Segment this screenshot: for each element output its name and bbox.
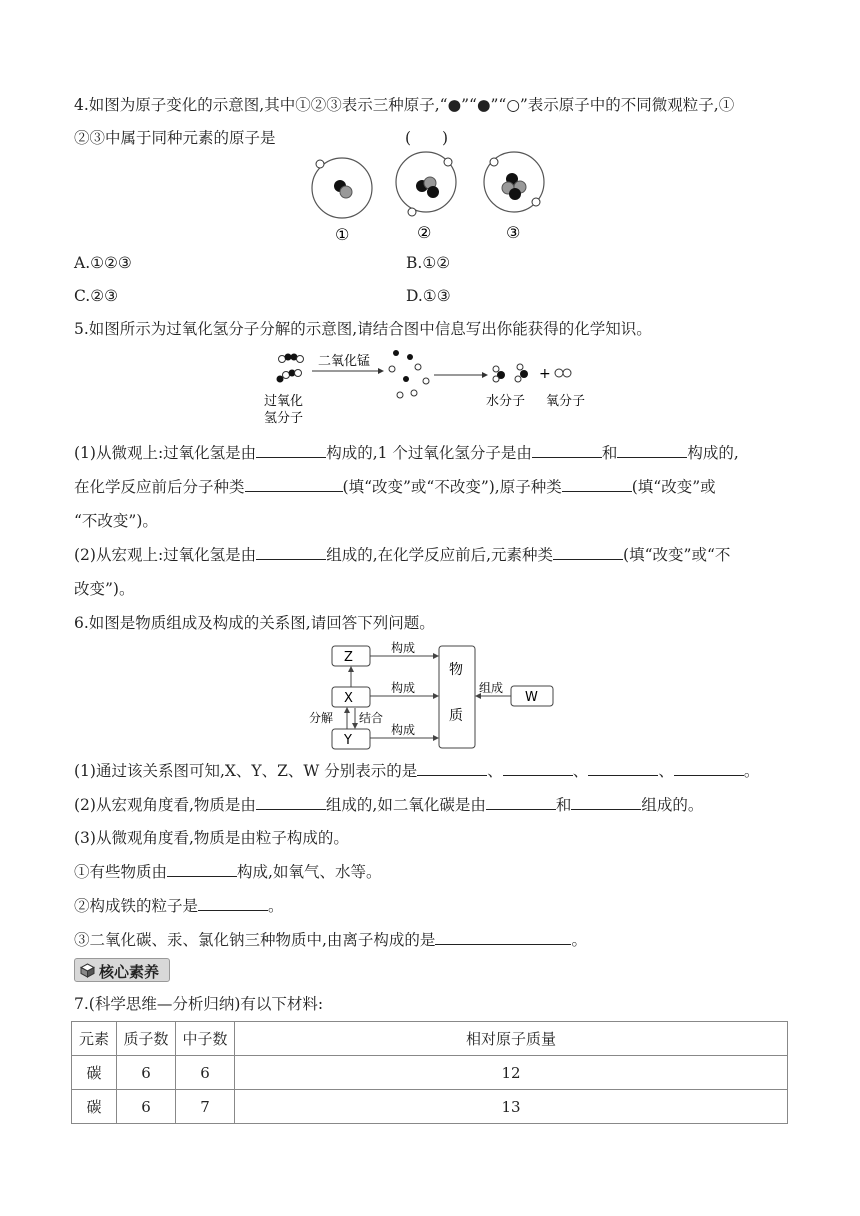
- label-y-compose: 构成: [391, 723, 416, 737]
- table-header: 元素: [72, 1022, 117, 1056]
- q5-part1-line2: 在化学反应前后分子种类 (填“改变”或“不改变”),原子种类 (填“改变”或: [74, 478, 716, 496]
- water-molecules-icon: [493, 364, 528, 382]
- water-label: 水分子: [486, 394, 526, 409]
- label-w-compose: 组成: [479, 681, 504, 695]
- label-combine: 结合: [359, 711, 384, 725]
- table-header-row: [72, 1022, 788, 1056]
- node-substance-2: 质: [449, 708, 463, 724]
- table-cell: 12: [235, 1056, 788, 1090]
- oxygen-molecule-icon: [555, 369, 571, 377]
- q6-stem: 6.如图是物质组成及构成的关系图,请回答下列问题。: [74, 614, 435, 632]
- table-row: [72, 1090, 788, 1124]
- fig-label-3: ③: [506, 223, 521, 242]
- table-row: [72, 1056, 788, 1090]
- label-decompose: 分解: [309, 711, 334, 725]
- reactant-label-2: 氢分子: [264, 411, 304, 425]
- blank[interactable]: [532, 443, 602, 458]
- section-badge: [74, 958, 170, 982]
- q5-part1-line3: “不改变”)。: [74, 512, 158, 530]
- blank[interactable]: [588, 761, 658, 776]
- label-x-compose: 构成: [391, 681, 416, 695]
- node-w: W: [525, 690, 538, 705]
- table-cell: 碳: [72, 1090, 117, 1124]
- table-cell: 6: [117, 1090, 176, 1124]
- q6-sub2: ②构成铁的粒子是 。: [74, 897, 284, 915]
- blank[interactable]: [562, 477, 632, 492]
- blank[interactable]: [571, 795, 641, 810]
- blank[interactable]: [417, 761, 487, 776]
- atom-1-icon: [312, 158, 372, 218]
- q6-part1: (1)通过该关系图可知,X、Y、Z、W 分别表示的是 、 、 、 。: [74, 762, 760, 780]
- q6-sub3: ③二氧化碳、汞、氯化钠三种物质中,由离子构成的是 。: [74, 931, 587, 949]
- blank[interactable]: [674, 761, 744, 776]
- oxygen-label: 氧分子: [546, 394, 586, 409]
- blank[interactable]: [198, 896, 268, 911]
- node-x: X: [344, 691, 353, 706]
- table-cell: 7: [176, 1090, 235, 1124]
- table-cell: 6: [176, 1056, 235, 1090]
- plus-sign: +: [539, 366, 551, 382]
- blank[interactable]: [435, 930, 571, 945]
- blank[interactable]: [486, 795, 556, 810]
- answer-paren: ( ): [405, 129, 449, 147]
- option-d: D.①③: [406, 287, 451, 305]
- blank[interactable]: [167, 862, 237, 877]
- table-cell: 6: [117, 1056, 176, 1090]
- blank[interactable]: [256, 545, 326, 560]
- table-header: 中子数: [176, 1022, 235, 1056]
- q5-part2-line2: 改变”)。: [74, 580, 135, 598]
- section-title: 核心素养: [99, 963, 160, 981]
- substance-relation-diagram: [305, 640, 560, 752]
- decomposition-diagram: [260, 345, 610, 425]
- q5-stem: 5.如图所示为过氧化氢分子分解的示意图,请结合图中信息写出你能获得的化学知识。: [74, 320, 652, 338]
- option-a: A.①②③: [74, 254, 132, 272]
- q5-part2-line1: (2)从宏观上:过氧化氢是由 组成的,在化学反应前后,元素种类 (填“改变”或“不: [74, 546, 731, 564]
- blank[interactable]: [503, 761, 573, 776]
- blank[interactable]: [553, 545, 623, 560]
- table-cell: 13: [235, 1090, 788, 1124]
- option-b: B.①②: [406, 254, 451, 272]
- table-cell: 碳: [72, 1056, 117, 1090]
- h2o2-molecules-icon: [277, 354, 304, 383]
- option-c: C.②③: [74, 287, 119, 305]
- table-header: 相对原子质量: [235, 1022, 788, 1056]
- atoms-scattered-icon: [389, 350, 429, 398]
- node-z: Z: [344, 650, 353, 665]
- q5-part1-line1: (1)从微观上:过氧化氢是由 构成的,1 个过氧化氢分子是由 和 构成的,: [74, 444, 739, 462]
- q4-stem-line2: ②③中属于同种元素的原子是: [74, 129, 276, 147]
- q6-part2: (2)从宏观角度看,物质是由 组成的,如二氧化碳是由 和 组成的。: [74, 796, 704, 814]
- reagent-label: 二氧化锰: [318, 354, 371, 369]
- node-y: Y: [344, 733, 352, 748]
- reactant-label-1: 过氧化: [264, 394, 304, 409]
- isotope-table: [71, 1021, 788, 1124]
- atom-3-icon: [484, 152, 544, 212]
- q6-sub1: ①有些物质由 构成,如氧气、水等。: [74, 863, 382, 881]
- q6-part3: (3)从微观角度看,物质是由粒子构成的。: [74, 829, 349, 847]
- blank[interactable]: [256, 795, 326, 810]
- table-header: 质子数: [117, 1022, 176, 1056]
- blank[interactable]: [617, 443, 687, 458]
- blank[interactable]: [256, 443, 326, 458]
- atom-diagram: [300, 150, 560, 245]
- fig-label-2: ②: [417, 223, 432, 242]
- fig-label-1: ①: [335, 225, 350, 244]
- cube-icon: [80, 963, 95, 978]
- node-substance-1: 物: [449, 662, 463, 678]
- atom-2-icon: [396, 152, 456, 216]
- q4-stem-line1: 4.如图为原子变化的示意图,其中①②③表示三种原子,“●”“●”“○”表示原子中的不同微观粒子,①: [74, 96, 735, 114]
- q7-stem: 7.(科学思维—分析归纳)有以下材料:: [74, 995, 324, 1013]
- blank[interactable]: [245, 477, 343, 492]
- label-z-compose: 构成: [391, 641, 416, 655]
